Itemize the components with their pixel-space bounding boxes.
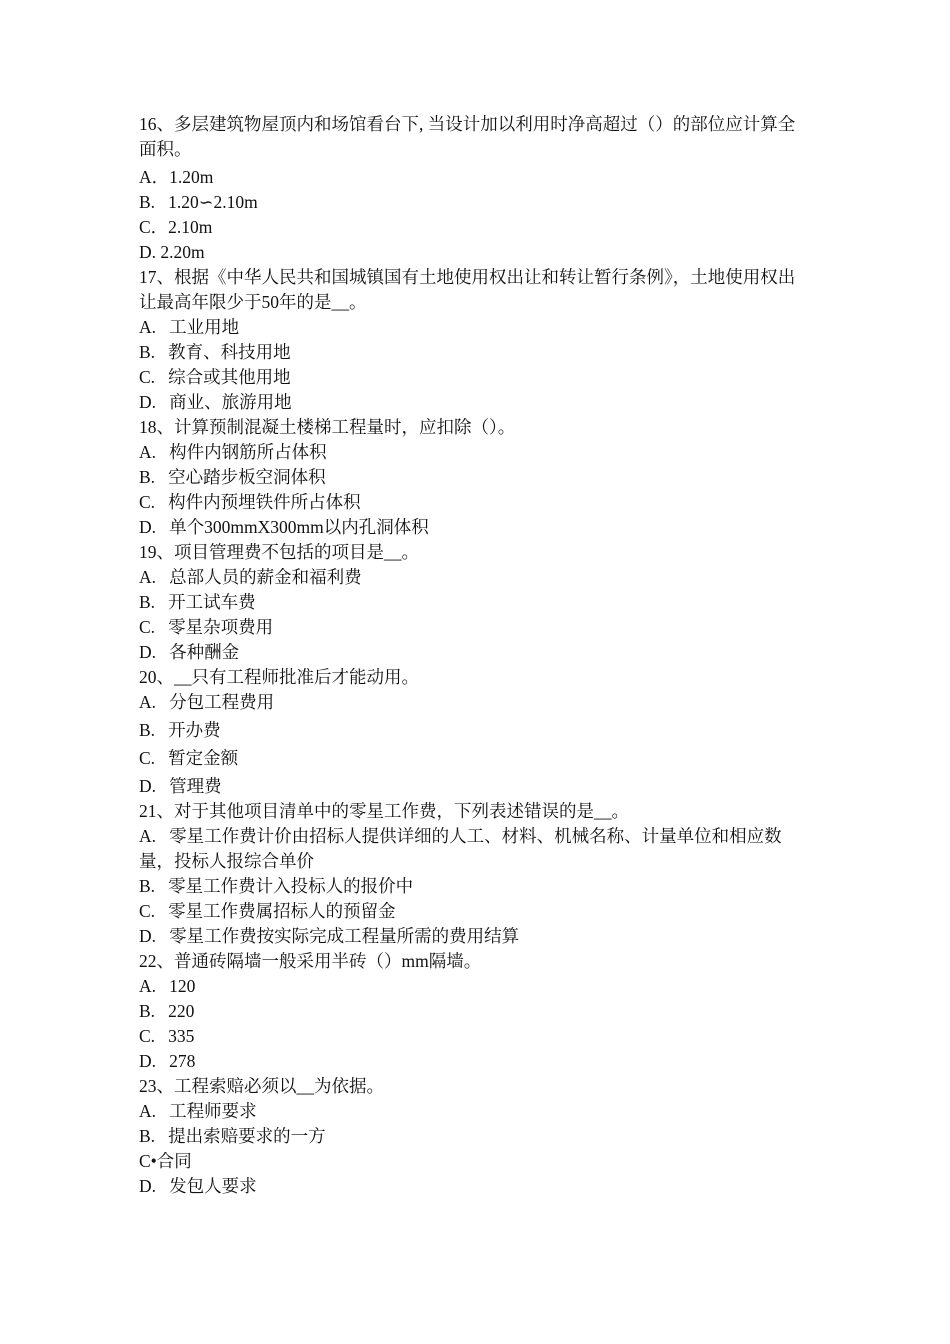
- question-22-option-c: C. 335: [139, 1026, 195, 1046]
- question-19-option-c: C. 零星杂项费用: [139, 617, 274, 637]
- question-16-option-d: D. 2.20m: [139, 242, 205, 262]
- question-17-option-a: A. 工业用地: [139, 317, 240, 337]
- question-22-option-b: B. 220: [139, 1001, 195, 1021]
- question-21-option-c: C. 零星工作费属招标人的预留金: [139, 901, 396, 921]
- question-21-option-d: D. 零星工作费按实际完成工程量所需的费用结算: [139, 926, 520, 946]
- question-23-option-d: D. 发包人要求: [139, 1176, 257, 1196]
- question-17-option-b: B. 教育、科技用地: [139, 342, 291, 362]
- question-19-option-d: D. 各种酬金: [139, 642, 240, 662]
- question-20-option-b: B. 开办费: [139, 720, 221, 740]
- question-21-option-b: B. 零星工作费计入投标人的报价中: [139, 876, 414, 896]
- question-20-option-a: A. 分包工程费用: [139, 692, 275, 712]
- question-19-stem: 19、项目管理费不包括的项目是__。: [139, 542, 419, 562]
- question-23-option-b: B. 提出索赔要求的一方: [139, 1126, 326, 1146]
- question-23-option-a: A. 工程师要求: [139, 1101, 257, 1121]
- question-18-stem: 18、计算预制混凝土楼梯工程量时，应扣除（）。: [139, 417, 516, 437]
- question-16-option-a: A．1.20m: [139, 167, 214, 187]
- question-19-option-a: A. 总部人员的薪金和福利费: [139, 567, 362, 587]
- question-23-option-c: C•合同: [139, 1151, 192, 1171]
- question-20-option-d: D. 管理费: [139, 776, 222, 796]
- question-16-option-b: B. 1.20∽2.10m: [139, 192, 258, 212]
- question-18-option-c: C. 构件内预埋铁件所占体积: [139, 492, 361, 512]
- question-17-option-c: C. 综合或其他用地: [139, 367, 291, 387]
- question-16-stem: 16、多层建筑物屋顶内和场馆看台下, 当设计加以利用时净高超过（）的部位应计算全面积。: [139, 114, 796, 159]
- question-20-stem: 20、__只有工程师批准后才能动用。: [139, 667, 419, 687]
- question-22-option-a: A. 120: [139, 976, 196, 996]
- question-18-option-d: D. 单个300mmX300mm以内孔洞体积: [139, 517, 429, 537]
- question-21-stem: 21、对于其他项目清单中的零星工作费，下列表述错误的是__。: [139, 801, 629, 821]
- question-17-stem: 17、根据《中华人民共和国城镇国有土地使用权出让和转让暂行条例》，土地使用权出让最高年限少于50年的是__。: [139, 267, 796, 312]
- question-23-stem: 23、工程索赔必须以__为依据。: [139, 1076, 384, 1096]
- question-19-option-b: B. 开工试车费: [139, 592, 256, 612]
- question-22-stem: 22、普通砖隔墙一般采用半砖（）mm隔墙。: [139, 951, 482, 971]
- question-17-option-d: D. 商业、旅游用地: [139, 392, 292, 412]
- question-18-option-a: A. 构件内钢筋所占体积: [139, 442, 327, 462]
- document-page: [139, 112, 819, 1199]
- question-22-option-d: D. 278: [139, 1051, 196, 1071]
- question-16-option-c: C．2.10m: [139, 217, 213, 237]
- question-20-option-c: C. 暂定金额: [139, 748, 239, 768]
- question-18-option-b: B. 空心踏步板空洞体积: [139, 467, 326, 487]
- question-21-option-a: A. 零星工作费计价由招标人提供详细的人工、材料、机械名称、计量单位和相应数量，投标人报综合单价: [139, 826, 782, 871]
